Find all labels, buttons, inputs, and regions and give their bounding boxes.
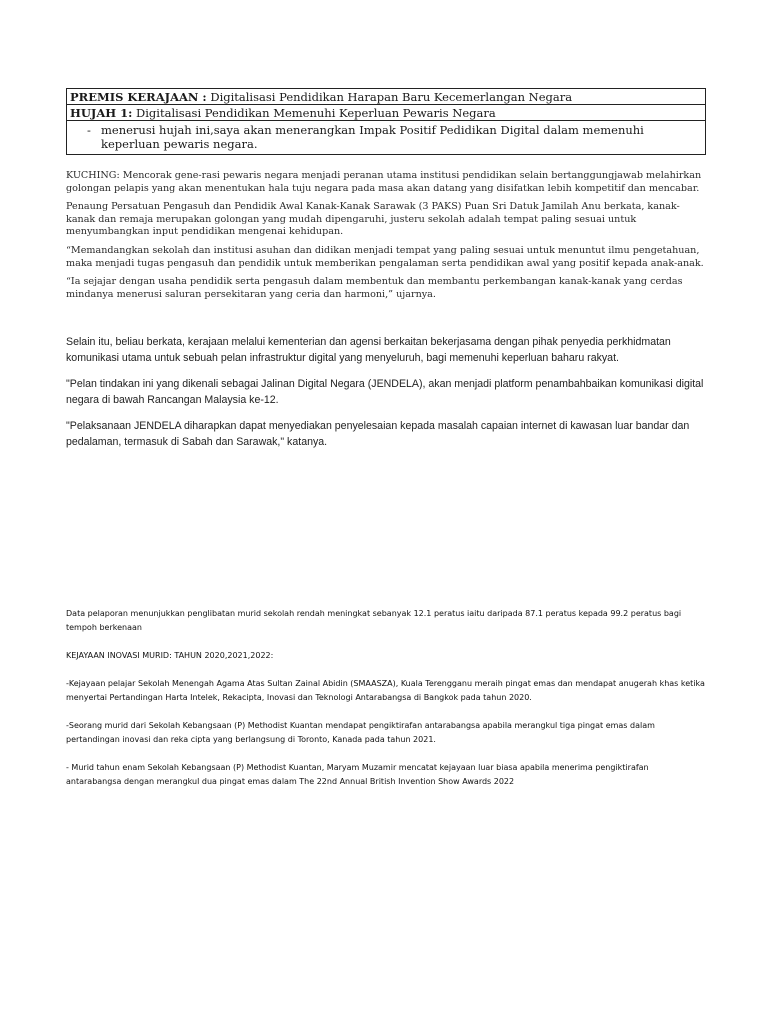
- paragraph: "Pelan tindakan ini yang dikenali sebagai Jalinan Digital Negara (JENDELA), akan menjadi platform penambahbaikan komunikasi digital negara di bawah Rancangan Malaysia ke-12.: [66, 378, 704, 406]
- argument-row: [67, 105, 705, 121]
- news-excerpt-serif: [66, 170, 706, 307]
- premise-row: [67, 89, 705, 105]
- paragraph: “Memandangkan sekolah dan institusi asuhan dan didikan menjadi tempat yang paling sesuai untuk menuntut ilmu pengetahuan, maka menjadi tugas pengasuh dan pendidik untuk memberikan pengalaman serta pendidikan awal yang positif kepada anak-anak.: [66, 244, 704, 269]
- paragraph: Penaung Persatuan Pengasuh dan Pendidik Awal Kanak-Kanak Sarawak (3 PAKS) Puan Sri Datuk Jamilah Anu berkata, kanak-kanak dan remaja merupakan golongan yang mudah dipengaruhi, justeru sekolah adalah tempat paling sesuai untuk menyumbangkan input pendidikan mengenai kehidupan.: [66, 201, 680, 238]
- paragraph: Selain itu, beliau berkata, kerajaan melalui kementerian dan agensi berkaitan bekerjasama dengan pihak penyedia perkhidmatan komunikasi utama untuk sebuah pelan infrastruktur digital yang menyeluruh, bagi memenuhi keperluan baharu rakyat.: [66, 336, 671, 364]
- data-report-paragraph: Data pelaporan menunjukkan penglibatan murid sekolah rendah meningkat sebanyak 12.1 peratus iaitu daripada 87.1 peratus kepada 99.2 peratus bagi tempoh berkenaan: [66, 609, 682, 632]
- argument-label: HUJAH 1:: [70, 106, 133, 120]
- section-heading: KEJAYAAN INOVASI MURID: TAHUN 2020,2021,2022:: [66, 651, 274, 660]
- argument-bullet: [67, 121, 705, 154]
- premise-table: [66, 88, 706, 155]
- bullet-text: menerusi hujah ini,saya akan menerangkan Impak Positif Pedidikan Digital dalam memenuhi keperluan pewaris negara.: [101, 123, 644, 151]
- argument-text: Digitalisasi Pendidikan Memenuhi Keperluan Pewaris Negara: [132, 106, 496, 120]
- achievement-item: -Kejayaan pelajar Sekolah Menengah Agama Atas Sultan Zainal Abidin (SMAASZA), Kuala Terengganu meraih pingat emas dan mendapat anugerah khas ketika menyertai Pertandingan Harta Intelek, Rekacipta, Inovasi dan Teknologi Antarabangsa di Bangkok pada tahun 2020.: [66, 679, 705, 702]
- bullet-dash: -: [87, 123, 91, 137]
- achievements-section: [66, 607, 706, 803]
- paragraph: "Pelaksanaan JENDELA diharapkan dapat menyediakan penyelesaian kepada masalah capaian internet di kawasan luar bandar dan pedalaman, termasuk di Sabah dan Sarawak," katanya.: [66, 420, 690, 448]
- achievement-item: -Seorang murid dari Sekolah Kebangsaan (P) Methodist Kuantan mendapat pengiktirafan antarabangsa apabila merangkul tiga pingat emas dalam pertandingan inovasi dan reka cipta yang berlangsung di Toronto, Kanada pada tahun 2021.: [66, 721, 655, 744]
- premise-text: Digitalisasi Pendidikan Harapan Baru Kecemerlangan Negara: [206, 90, 573, 104]
- paragraph: “Ia sejajar dengan usaha pendidik serta pengasuh dalam membentuk dan membantu perkembangan kanak-kanak yang cerdas mindanya menerusi saluran persekitaran yang ceria dan harmoni,” ujarnya.: [66, 276, 683, 300]
- news-excerpt-sans: [66, 335, 706, 461]
- paragraph: KUCHING: Mencorak gene-rasi pewaris negara menjadi peranan utama institusi pendidikan selain bertanggungjawab melahirkan golongan pelapis yang akan menentukan hala tuju negara pada masa akan datang yang disifatkan lebih kompetitif dan mencabar.: [66, 170, 702, 194]
- achievement-item: - Murid tahun enam Sekolah Kebangsaan (P) Methodist Kuantan, Maryam Muzamir mencatat kejayaan luar biasa apabila menerima pengiktirafan antarabangsa dengan merangkul dua pingat emas dalam The 22nd Annual British Invention Show Awards 2022: [66, 763, 649, 786]
- premise-label: PREMIS KERAJAAN :: [70, 90, 207, 104]
